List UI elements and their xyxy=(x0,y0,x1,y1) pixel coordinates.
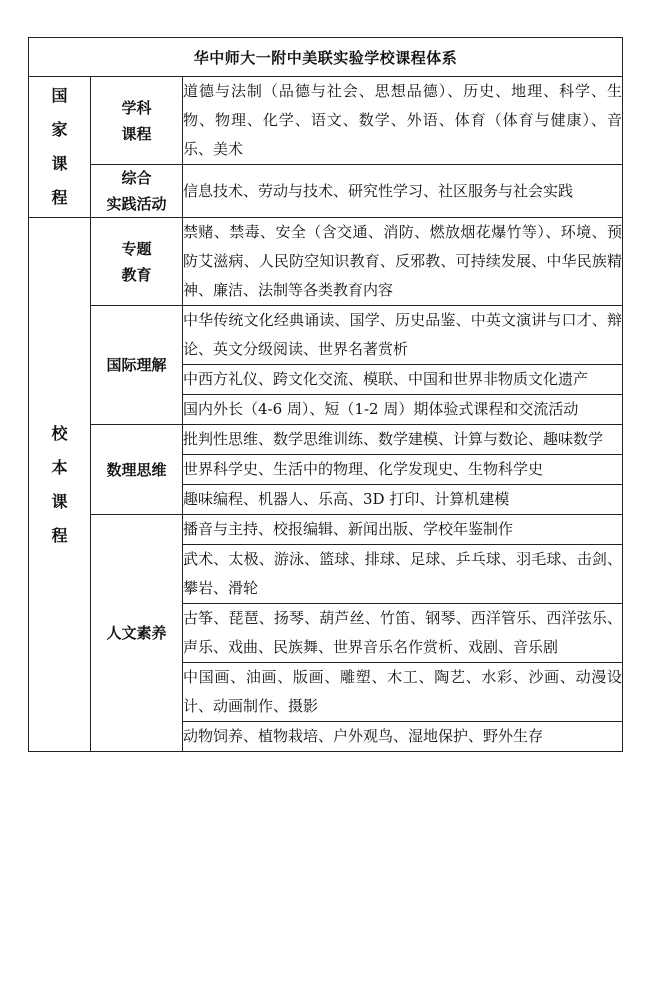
course-list-cell: 中西方礼仪、跨文化交流、模联、中国和世界非物质文化遗产 xyxy=(183,365,623,395)
course-list-cell: 播音与主持、校报编辑、新闻出版、学校年鉴制作 xyxy=(183,515,623,545)
table-row xyxy=(29,306,623,365)
course-list-cell: 中华传统文化经典诵读、国学、历史品鉴、中英文演讲与口才、辩论、英文分级阅读、世界名著赏析 xyxy=(183,306,623,365)
subcategory-practice-activities xyxy=(91,165,183,218)
table-title: 华中师大一附中美联实验学校课程体系 xyxy=(29,38,623,77)
course-list-cell: 批判性思维、数学思维训练、数学建模、计算与数论、趣味数学 xyxy=(183,425,623,455)
subcategory-label: 人文素养 xyxy=(106,624,167,642)
category-national xyxy=(29,77,91,218)
subcategory-thematic-education xyxy=(91,218,183,306)
course-list-cell: 中国画、油画、版画、雕塑、木工、陶艺、水彩、沙画、动漫设计、动画制作、摄影 xyxy=(183,663,623,722)
subcategory-label: 综合 实践活动 xyxy=(106,169,167,213)
table-row xyxy=(29,515,623,545)
table-row xyxy=(29,218,623,306)
course-list-cell: 趣味编程、机器人、乐高、3D 打印、计算机建模 xyxy=(183,485,623,515)
subcategory-subject-courses xyxy=(91,77,183,165)
category-label: 国家课程 xyxy=(51,86,68,207)
course-list-cell: 古筝、琵琶、扬琴、葫芦丝、竹笛、钢琴、西洋管乐、西洋弦乐、声乐、戏曲、民族舞、世界音乐名作赏析、戏剧、音乐剧 xyxy=(183,604,623,663)
curriculum-table xyxy=(28,37,623,752)
course-list-cell: 武术、太极、游泳、篮球、排球、足球、乒乓球、羽毛球、击剑、攀岩、滑轮 xyxy=(183,545,623,604)
subcategory-label: 专题 教育 xyxy=(121,239,152,284)
table-row xyxy=(29,165,623,218)
course-list-cell: 禁赌、禁毒、安全（含交通、消防、燃放烟花爆竹等）、环境、预防艾滋病、人民防空知识教育、反邪教、可持续发展、中华民族精神、廉洁、法制等各类教育内容 xyxy=(183,218,623,306)
course-list-cell: 道德与法制（品德与社会、思想品德）、历史、地理、科学、生物、物理、化学、语文、数学、外语、体育（体育与健康）、音乐、美术 xyxy=(183,77,623,165)
title-row xyxy=(29,38,623,77)
subcategory-math-science-thinking xyxy=(91,425,183,515)
subcategory-humanities xyxy=(91,515,183,752)
course-list-cell: 国内外长（4-6 周）、短（1-2 周）期体验式课程和交流活动 xyxy=(183,395,623,425)
subcategory-label: 数理思维 xyxy=(106,460,167,479)
course-list-cell: 世界科学史、生活中的物理、化学发现史、生物科学史 xyxy=(183,455,623,485)
course-list-cell: 动物饲养、植物栽培、户外观鸟、湿地保护、野外生存 xyxy=(183,722,623,752)
subcategory-international-understanding xyxy=(91,306,183,425)
subcategory-label: 国际理解 xyxy=(106,356,167,374)
category-school-based xyxy=(29,218,91,752)
course-list-cell: 信息技术、劳动与技术、研究性学习、社区服务与社会实践 xyxy=(183,165,623,218)
category-label: 校本课程 xyxy=(51,423,68,545)
table-row xyxy=(29,77,623,165)
subcategory-label: 学科 课程 xyxy=(121,98,152,143)
table-row xyxy=(29,425,623,455)
